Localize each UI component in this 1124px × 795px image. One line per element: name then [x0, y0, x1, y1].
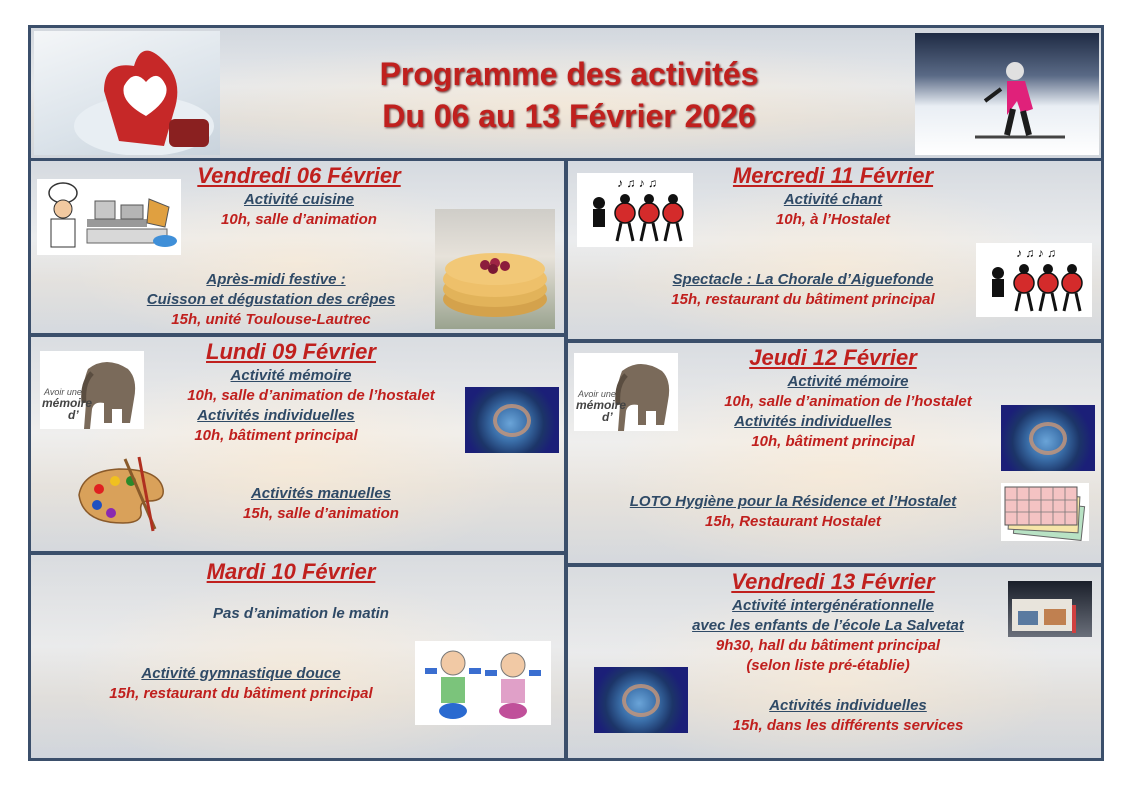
activity-spectacle-chorale: Spectacle : La Chorale d’Aiguefonde — [672, 271, 934, 288]
elephant-memory-icon-2 — [574, 353, 678, 431]
panel-tuesday-10 — [28, 552, 567, 761]
activity-manuelles: Activités manuelles — [250, 485, 392, 502]
activity-individuelles-thursday: Activités individuelles — [734, 413, 892, 430]
activity-apres-midi-festive: Après-midi festive : — [206, 271, 346, 288]
mittens-snow-heart-icon — [34, 31, 220, 155]
activity-individuelles: Activités individuelles — [197, 407, 355, 424]
detail-individuelles-friday: 15h, dans les différents services — [732, 717, 964, 734]
elephant-memory-icon — [40, 351, 144, 429]
paint-palette-icon — [69, 455, 173, 537]
detail-memoire-thursday: 10h, salle d’animation de l’hostalet — [724, 393, 972, 410]
detail-individuelles: 10h, bâtiment principal — [194, 427, 358, 444]
day-title-tuesday-10: Mardi 10 Février — [206, 559, 376, 584]
activity-cuisine: Activité cuisine — [243, 191, 355, 208]
svg-text:mémoire: mémoire — [42, 396, 93, 410]
school-photo-icon — [1008, 581, 1092, 637]
detail-cuisine: 10h, salle d’animation — [221, 211, 377, 228]
detail-manuelles: 15h, salle d’animation — [243, 505, 399, 522]
panel-friday-13 — [565, 564, 1104, 761]
activity-loto-hygiene: LOTO Hygiène pour la Résidence et l’Hostalet — [629, 493, 957, 510]
activity-memoire-thursday: Activité mémoire — [787, 373, 909, 390]
svg-text:♪ ♫ ♪ ♫: ♪ ♫ ♪ ♫ — [1016, 246, 1057, 260]
detail-memoire: 10h, salle d’animation de l’hostalet — [187, 387, 435, 404]
detail-loto-hygiene: 15h, Restaurant Hostalet — [705, 513, 881, 530]
day-title-friday-13: Vendredi 13 Février — [731, 569, 935, 594]
activity-chant: Activité chant — [783, 191, 883, 208]
day-title-monday-09: Lundi 09 Février — [206, 339, 376, 364]
svg-text:Avoir une: Avoir une — [578, 389, 616, 399]
day-title-wednesday-11: Mercredi 11 Février — [732, 163, 934, 188]
activity-memoire: Activité mémoire — [230, 367, 352, 384]
hands-globe-icon — [465, 387, 559, 453]
skier-icon — [915, 33, 1099, 155]
hands-globe-icon-3 — [594, 667, 688, 733]
detail-hall-batiment: 9h30, hall du bâtiment principal — [715, 637, 941, 654]
activity-individuelles-friday: Activités individuelles — [769, 697, 927, 714]
elderly-gym-icon — [415, 641, 551, 725]
day-title-thursday-12: Jeudi 12 Février — [749, 345, 917, 370]
detail-chant: 10h, à l’Hostalet — [775, 211, 891, 228]
activity-gymnastique-douce: Activité gymnastique douce — [141, 665, 341, 682]
svg-text:d’: d’ — [602, 410, 613, 424]
note-no-morning-activity: Pas d’animation le matin — [213, 605, 389, 622]
crepes-photo-icon — [435, 209, 555, 329]
panel-monday-09 — [28, 334, 567, 554]
detail-spectacle-chorale: 15h, restaurant du bâtiment principal — [671, 291, 935, 308]
svg-text:Avoir une: Avoir une — [44, 387, 82, 397]
activity-enfants-ecole: avec les enfants de l’école La Salvetat — [692, 617, 964, 634]
detail-individuelles-thursday: 10h, bâtiment principal — [751, 433, 915, 450]
detail-liste-pre-etablie: (selon liste pré-établie) — [746, 657, 910, 674]
detail-gymnastique-douce: 15h, restaurant du bâtiment principal — [109, 685, 373, 702]
page-title-line2: Du 06 au 13 Février 2026 — [382, 98, 756, 134]
hands-globe-icon-2 — [1001, 405, 1095, 471]
svg-text:d’: d’ — [68, 408, 79, 422]
panel-thursday-12 — [565, 340, 1104, 566]
page-title-line1: Programme des activités — [379, 56, 759, 92]
singing-figures-icon — [577, 173, 693, 247]
header-panel — [28, 25, 1104, 161]
chef-cooking-icon — [37, 179, 181, 255]
panel-wednesday-11 — [565, 158, 1104, 342]
activity-intergenerationnelle: Activité intergénérationnelle — [732, 597, 934, 614]
svg-text:♪ ♫ ♪ ♫: ♪ ♫ ♪ ♫ — [617, 176, 658, 190]
activity-board — [28, 25, 1104, 761]
panel-friday-06 — [28, 158, 567, 336]
detail-crepes: 15h, unité Toulouse-Lautrec — [171, 311, 371, 328]
svg-text:mémoire: mémoire — [576, 398, 627, 412]
singing-figures-icon-2 — [976, 243, 1092, 317]
day-title-friday-06: Vendredi 06 Février — [197, 163, 401, 188]
activity-crepes: Cuisson et dégustation des crêpes — [146, 291, 396, 308]
loto-cards-icon — [1001, 483, 1089, 541]
